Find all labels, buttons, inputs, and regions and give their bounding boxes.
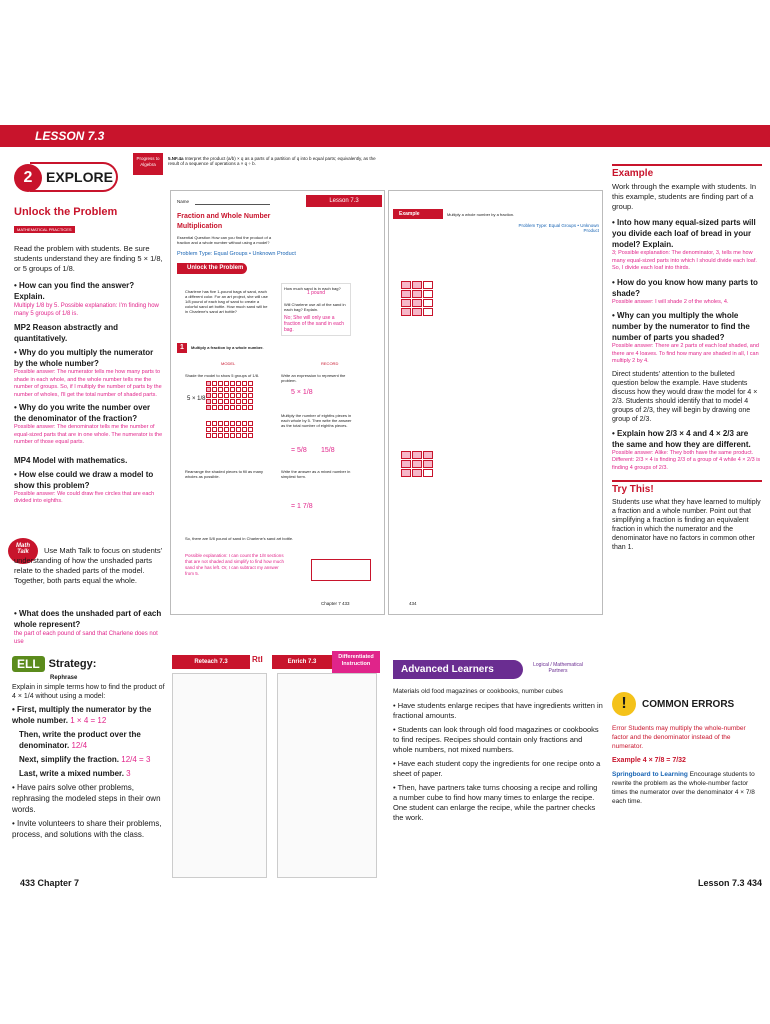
- common-errors-heading: COMMON ERRORS: [642, 698, 735, 710]
- ell-step-3: Next, simplify the fraction.: [19, 755, 120, 764]
- direct-text: Direct students' attention to the bulleted question below the example. Have students discuss how they would draw the model for 4 × 2/3. Students should identify that to model 4 groups of 2/3, they will begin by drawing one group of 2/3.: [612, 370, 758, 423]
- strategy-heading: Strategy:: [48, 658, 97, 670]
- name-line: [195, 204, 270, 205]
- mp4-heading: MP4 Model with mathematics.: [14, 455, 128, 465]
- explore-heading: EXPLORE: [30, 162, 118, 192]
- springboard-label: Springboard to Learning: [612, 771, 688, 778]
- ell-step-2-answer: 12/4: [71, 741, 88, 750]
- error-text: Error Students may multiply the whole-number factor and the denominator instead of the numerator.: [612, 725, 746, 750]
- example-intro: Work through the example with students. In this example, students are finding part of a group.: [612, 182, 757, 211]
- step-2-record: Multiply the number of eighths pieces in each whole by 5. Then write the answer as the total number of eighths pieces.: [281, 413, 352, 428]
- try-this-heading: Try This!: [612, 480, 762, 495]
- math-talk-line1: Math: [16, 543, 30, 549]
- expr-left: 5 × 1/8: [187, 396, 206, 402]
- ell-volunteers: Invite volunteers to share their problems, process, and solutions with the class.: [12, 819, 162, 839]
- step-1-record: Write an expression to represent the problem.: [281, 373, 346, 383]
- lesson-label: LESSON 7.3: [35, 129, 105, 143]
- right-answer-1: 3; Possible explanation: The denominator, 3, tells me how many equal-sized parts into which I should divide each loaf. So, I divide each loaf into thirds.: [612, 250, 757, 271]
- ell-strategy: ELL Strategy: Rephrase Explain in simple terms how to find the product of 4 × 1/4 without using a model: • First, multiply the numerator by the whole number. 1 × 4 = 12 Then, write the product over the denominator. 12/4 Next, simplify the fraction. 12/4 = 3 Last, write a mixed number. 3 • Have pairs solve other problems, rephrasing the modeled steps in their own words. • Invite volunteers to share their problems, process, and solutions with the class.: [12, 656, 167, 840]
- ell-step-4-answer: 3: [126, 769, 131, 778]
- step-3-model: Rearrange the shaded pieces to fill as many wholes as possible.: [185, 469, 264, 479]
- error-example: Example 4 × 7/8 = 7/32: [612, 757, 686, 764]
- student-page-434: [388, 190, 603, 615]
- progress-to-algebra-badge: Progress to Algebra: [133, 153, 163, 175]
- multiply-label: Multiply a fraction by a whole number.: [191, 345, 264, 350]
- enrich-worksheet: [277, 673, 377, 878]
- essential-question: Essential Question How can you find the product of a fraction and a whole number without using a model?: [177, 235, 272, 245]
- rti-badge: RtI: [252, 655, 263, 664]
- question-3: Why do you write the number over the denominator of the fraction?: [14, 403, 151, 423]
- step-badge: 1: [177, 343, 187, 353]
- ell-explain: Explain in simple terms how to find the product of 4 × 1/4 without using a model:: [12, 684, 165, 700]
- springboard-text: Encourage students to rewrite the problem as the whole-number factor times the numerator over the denominator 4 × 7/8 each time.: [612, 771, 755, 805]
- answer-2: Possible answer: The numerator tells me how many parts to shade in each whole, and the whole number tells me the number of groups. So, if I multiply the number of parts by the number of wholes, I'll get the total number of shaded parts.: [14, 369, 162, 398]
- answer-4: Possible answer: We could draw five circles that are each divided into eighths.: [14, 490, 155, 504]
- standard-desc: Interpret the product (a/b) × q as a parts of a partition of q into b equal parts; equivalently, as the result of a sequence of operations a × q ÷ b.: [168, 156, 376, 166]
- warning-icon: !: [612, 692, 636, 716]
- advanced-learners: Advanced Learners Logical / Mathematical Partners Materials old food magazines or cookbooks, number cubes • Have students enlarge recipes that have ingredients written in fractional amounts. • Students can look through old food magazines or cookbooks to find recipes. Recipes should contain only fractions and whole numbers, not mixed numbers. • Have each student copy the ingredients for one recipe onto a sheet of paper. • Then, have partners take turns choosing a recipe and rolling a number cube to find how many times to enlarge the recipe. One student can enlarge the recipe, while the partner checks the work.: [393, 662, 603, 822]
- enrich-tab: Enrich 7.3: [272, 655, 332, 669]
- step-1-model: Shade the model to show 5 groups of 1/8.: [185, 373, 260, 378]
- page-434-number: 434: [409, 601, 417, 606]
- step-number-badge: 2: [14, 164, 42, 192]
- common-errors-box: [612, 692, 762, 806]
- student-page-433: [170, 190, 385, 615]
- answer-5: the part of each pound of sand that Charlene does not use: [14, 631, 158, 645]
- eighths-model-bottom: [206, 421, 253, 438]
- ell-badge: ELL: [12, 656, 45, 672]
- adv-step-3: Have each student copy the ingredients for one recipe onto a sheet of paper.: [393, 759, 601, 778]
- ell-step-1: First, multiply the numerator by the whole number.: [12, 705, 152, 725]
- right-answer-4: Possible answer: Alike: They both have the same product. Different: 2/3 × 4 is finding 2/3 of a group of 4 while 4 × 2/3 is finding 4 groups of 2/3.: [612, 449, 761, 471]
- name-label: Name: [177, 199, 190, 204]
- problem-type: Problem Type: Equal Groups • Unknown Product: [177, 251, 296, 257]
- page-title-2: Multiplication: [177, 223, 223, 230]
- ell-pairs: Have pairs solve other problems, rephrasing the modeled steps in their own words.: [12, 783, 161, 814]
- reteach-tab: Reteach 7.3: [172, 655, 250, 669]
- example-tab: Example: [393, 209, 443, 219]
- adv-step-1: Have students enlarge recipes that have ingredients written in fractional amounts.: [393, 701, 603, 720]
- ell-step-2: Then, write the product over the denominator.: [19, 730, 141, 750]
- reteach-worksheet: [172, 673, 267, 878]
- advanced-heading: Advanced Learners: [393, 660, 523, 679]
- question-4: How else could we draw a model to show this problem?: [14, 469, 154, 490]
- lesson-tab: Lesson 7.3: [306, 195, 382, 207]
- standard-code: 5.NF.4a: [168, 156, 184, 161]
- record-header: RECORD: [321, 361, 339, 366]
- try-this-text: Students use what they have learned to multiply a fraction and a whole number. Point out that simplifying a fraction is finding an equivalent fraction in which the numerator and the denominator have no factors in common other than 1.: [612, 499, 761, 551]
- footer-right: Lesson 7.3 434: [698, 878, 763, 888]
- chapter-label: Chapter 7: [321, 601, 341, 606]
- left-teacher-column: Unlock the Problem MATHEMATICAL PRACTICES Read the problem with students. Be sure students understand they are finding 5 × 1/8, or 5 groups of 1/8. • How can you find the answer? Explain. Multiply 1/8 by 5. Possible explanation: I'm finding how many 5 groups of 1/8 is. MP2 Reason abstractly and quantitatively. • Why do you multiply the numerator by the whole number? Possible answer: The numerator tells me how many parts to shade in each whole, and the whole number tells me the number of groups. So, if I multiply the number of parts by the number of wholes, I'll get the total number of shaded parts. • Why do you write the number over the denominator of the fraction? Possible answer: The denominator tells me the number of equal-sized parts that are in one whole. The numerator is the number of those equal parts. MP4 Model with mathematics. • How else could we draw a model to show this problem? Possible answer: We could draw five circles that are each divided into eighths.: [14, 206, 163, 504]
- example-heading: Example: [612, 164, 762, 179]
- a-whole-bag: No; She will only use a fraction of the sand in each bag.: [284, 315, 345, 333]
- answer-1: Multiply 1/8 by 5. Possible explanation: I'm finding how many 5 groups of 1/8 is.: [14, 303, 159, 317]
- question-1: How can you find the answer? Explain.: [14, 281, 135, 301]
- right-answer-2: Possible answer: I will shade 2 of the wholes, 4.: [612, 298, 729, 305]
- adv-step-4: Then, have partners take turns choosing a recipe and rolling a number cube to find how many times to enlarge the recipe. One student can enlarge the recipe, while the partner checks the work.: [393, 783, 598, 822]
- page-title-1: Fraction and Whole Number: [177, 213, 271, 220]
- record-value-2: 15/8: [321, 447, 335, 454]
- right-question-4: Explain how 2/3 × 4 and 4 × 2/3 are the same and how they are different.: [612, 428, 751, 449]
- math-talk-answer: Possible explanation: I can count the 1/8 sections that are not shaded and simplify to find how much sand she has left. Or, I can subtract my answer from 5.: [185, 553, 285, 576]
- right-question-2: How do you know how many parts to shade?: [612, 277, 758, 298]
- right-question-1: Into how many equal-sized parts will you divide each loaf of bread in your model? Explain.: [612, 218, 756, 249]
- page-number: 433: [342, 601, 350, 606]
- question-5: What does the unshaded part of each whole represent?: [14, 609, 162, 629]
- so-sentence: So, there are 5/8 pound of sand in Charlene's sand art bottle.: [185, 536, 294, 541]
- advanced-tag: Logical / Mathematical Partners: [533, 662, 583, 674]
- example-subtitle: Multiply a whole number by a fraction.: [447, 212, 515, 217]
- problem-text: Charlene has five 1-pound bags of sand, each a different color. For an art project, she will use 1/8 pound of each bag of sand to create a colorful sand art bottle. How much sand will be in Charlene's sand art bottle?: [185, 289, 268, 314]
- a-how-much: 1 pound: [306, 290, 326, 296]
- math-talk-box: [311, 559, 371, 581]
- footer-left: 433 Chapter 7: [20, 878, 80, 888]
- intro-text: Read the problem with students. Be sure students understand they are finding 5 × 1/8, or 5 groups of 1/8.: [14, 244, 163, 273]
- practices-tag: MATHEMATICAL PRACTICES: [14, 226, 75, 233]
- standard-text: [168, 156, 378, 166]
- right-answer-3: Possible answer: There are 2 parts of each loaf shaded, and there are 4 loaves. To find how many are shaded in all, I can multiply 2 by 4.: [612, 343, 759, 364]
- model-header: MODEL: [221, 361, 236, 366]
- rephrase-label: Rephrase: [50, 675, 78, 681]
- materials-text: Materials old food magazines or cookbooks, number cubes: [393, 688, 563, 695]
- question-2: Why do you multiply the numerator by the whole number?: [14, 348, 154, 368]
- thirds-model: [401, 281, 433, 316]
- unlock-heading: Unlock the Problem: [14, 206, 118, 218]
- record-value-1: = 5/8: [291, 447, 307, 454]
- differentiated-instruction: [172, 655, 382, 880]
- record-expr: 5 × 1/8: [291, 389, 313, 396]
- lesson-banner: [0, 125, 770, 147]
- adv-step-2: Students can look through old food magazines or cookbooks to find recipes. Recipes should contain only fractions and whole numbers, not mixed numbers.: [393, 725, 599, 754]
- mp2-heading: MP2 Reason abstractly and quantitatively.: [14, 323, 119, 343]
- right-teacher-column: Example Work through the example with students. In this example, students are finding part of a group. • Into how many equal-sized parts will you divide each loaf of bread in your model? Explain. 3; Possible explanation: The denominator, 3, tells me how many equal-sized parts into which I should divide each loaf. So, I divide each loaf into thirds. • How do you know how many parts to shade? Possible answer: I will shade 2 of the wholes, 4. • Why can you multiply the whole number by the numerator to find the number of parts you shaded? Possible answer: There are 2 parts of each loaf shaded, and there are 4 loaves. To find how many are shaded in all, I can multiply 2 by 4. Direct students' attention to the bulleted question below the example. Have students discuss how they would draw the model for 4 × 2/3. Students should identify that to model 4 groups of 2/3, they will begin by drawing one group of 2/3. • Explain how 2/3 × 4 and 4 × 2/3 are the same and how they are different. Possible answer: Alike: They both have the same product. Different: 2/3 × 4 is finding 2/3 of a group of 4 while 4 × 2/3 is finding 4 groups of 2/3. Try This! Students use what they have learned to multiply a fraction and a whole number. Point out that simplifying a fraction is finding an equivalent fraction in which the numerator and the denominator have no factors in common other than 1.: [612, 164, 762, 552]
- ell-step-4: Last, write a mixed number.: [19, 769, 124, 778]
- page-footer: [321, 601, 350, 606]
- eighths-model-top: [206, 381, 253, 410]
- right-question-3: Why can you multiply the whole number by the numerator to find the number of parts you shaded?: [612, 311, 750, 342]
- answer-3: Possible answer: The denominator tells me the number of equal-sized parts that are in one whole. The numerator is the number of those equal parts.: [14, 424, 163, 445]
- q-whole-bag: Will Charlene use all of the sand in each bag? Explain.: [284, 302, 346, 312]
- unlock-banner: Unlock the Problem: [177, 263, 247, 274]
- step-3-record: Write the answer as a mixed number in simplest form.: [281, 469, 351, 479]
- math-talk-line2: Talk: [17, 549, 29, 555]
- ell-step-1-answer: 1 × 4 = 12: [70, 716, 107, 725]
- diff-instruction-badge: Differentiated Instruction: [332, 651, 380, 673]
- thirds-rearranged: [401, 451, 433, 477]
- ell-step-3-answer: 12/4 = 3: [121, 755, 151, 764]
- mixed-number-answer: = 1 7/8: [291, 503, 313, 510]
- example-problem-type: Problem Type: Equal Groups • Unknown Product: [518, 223, 599, 233]
- q-how-much: How much sand is in each bag?: [284, 286, 341, 291]
- math-talk-text: Use Math Talk to focus on students' understanding of how the unshaded parts relate to the shaded parts of the model. Together, both parts equal the whole.: [14, 546, 163, 585]
